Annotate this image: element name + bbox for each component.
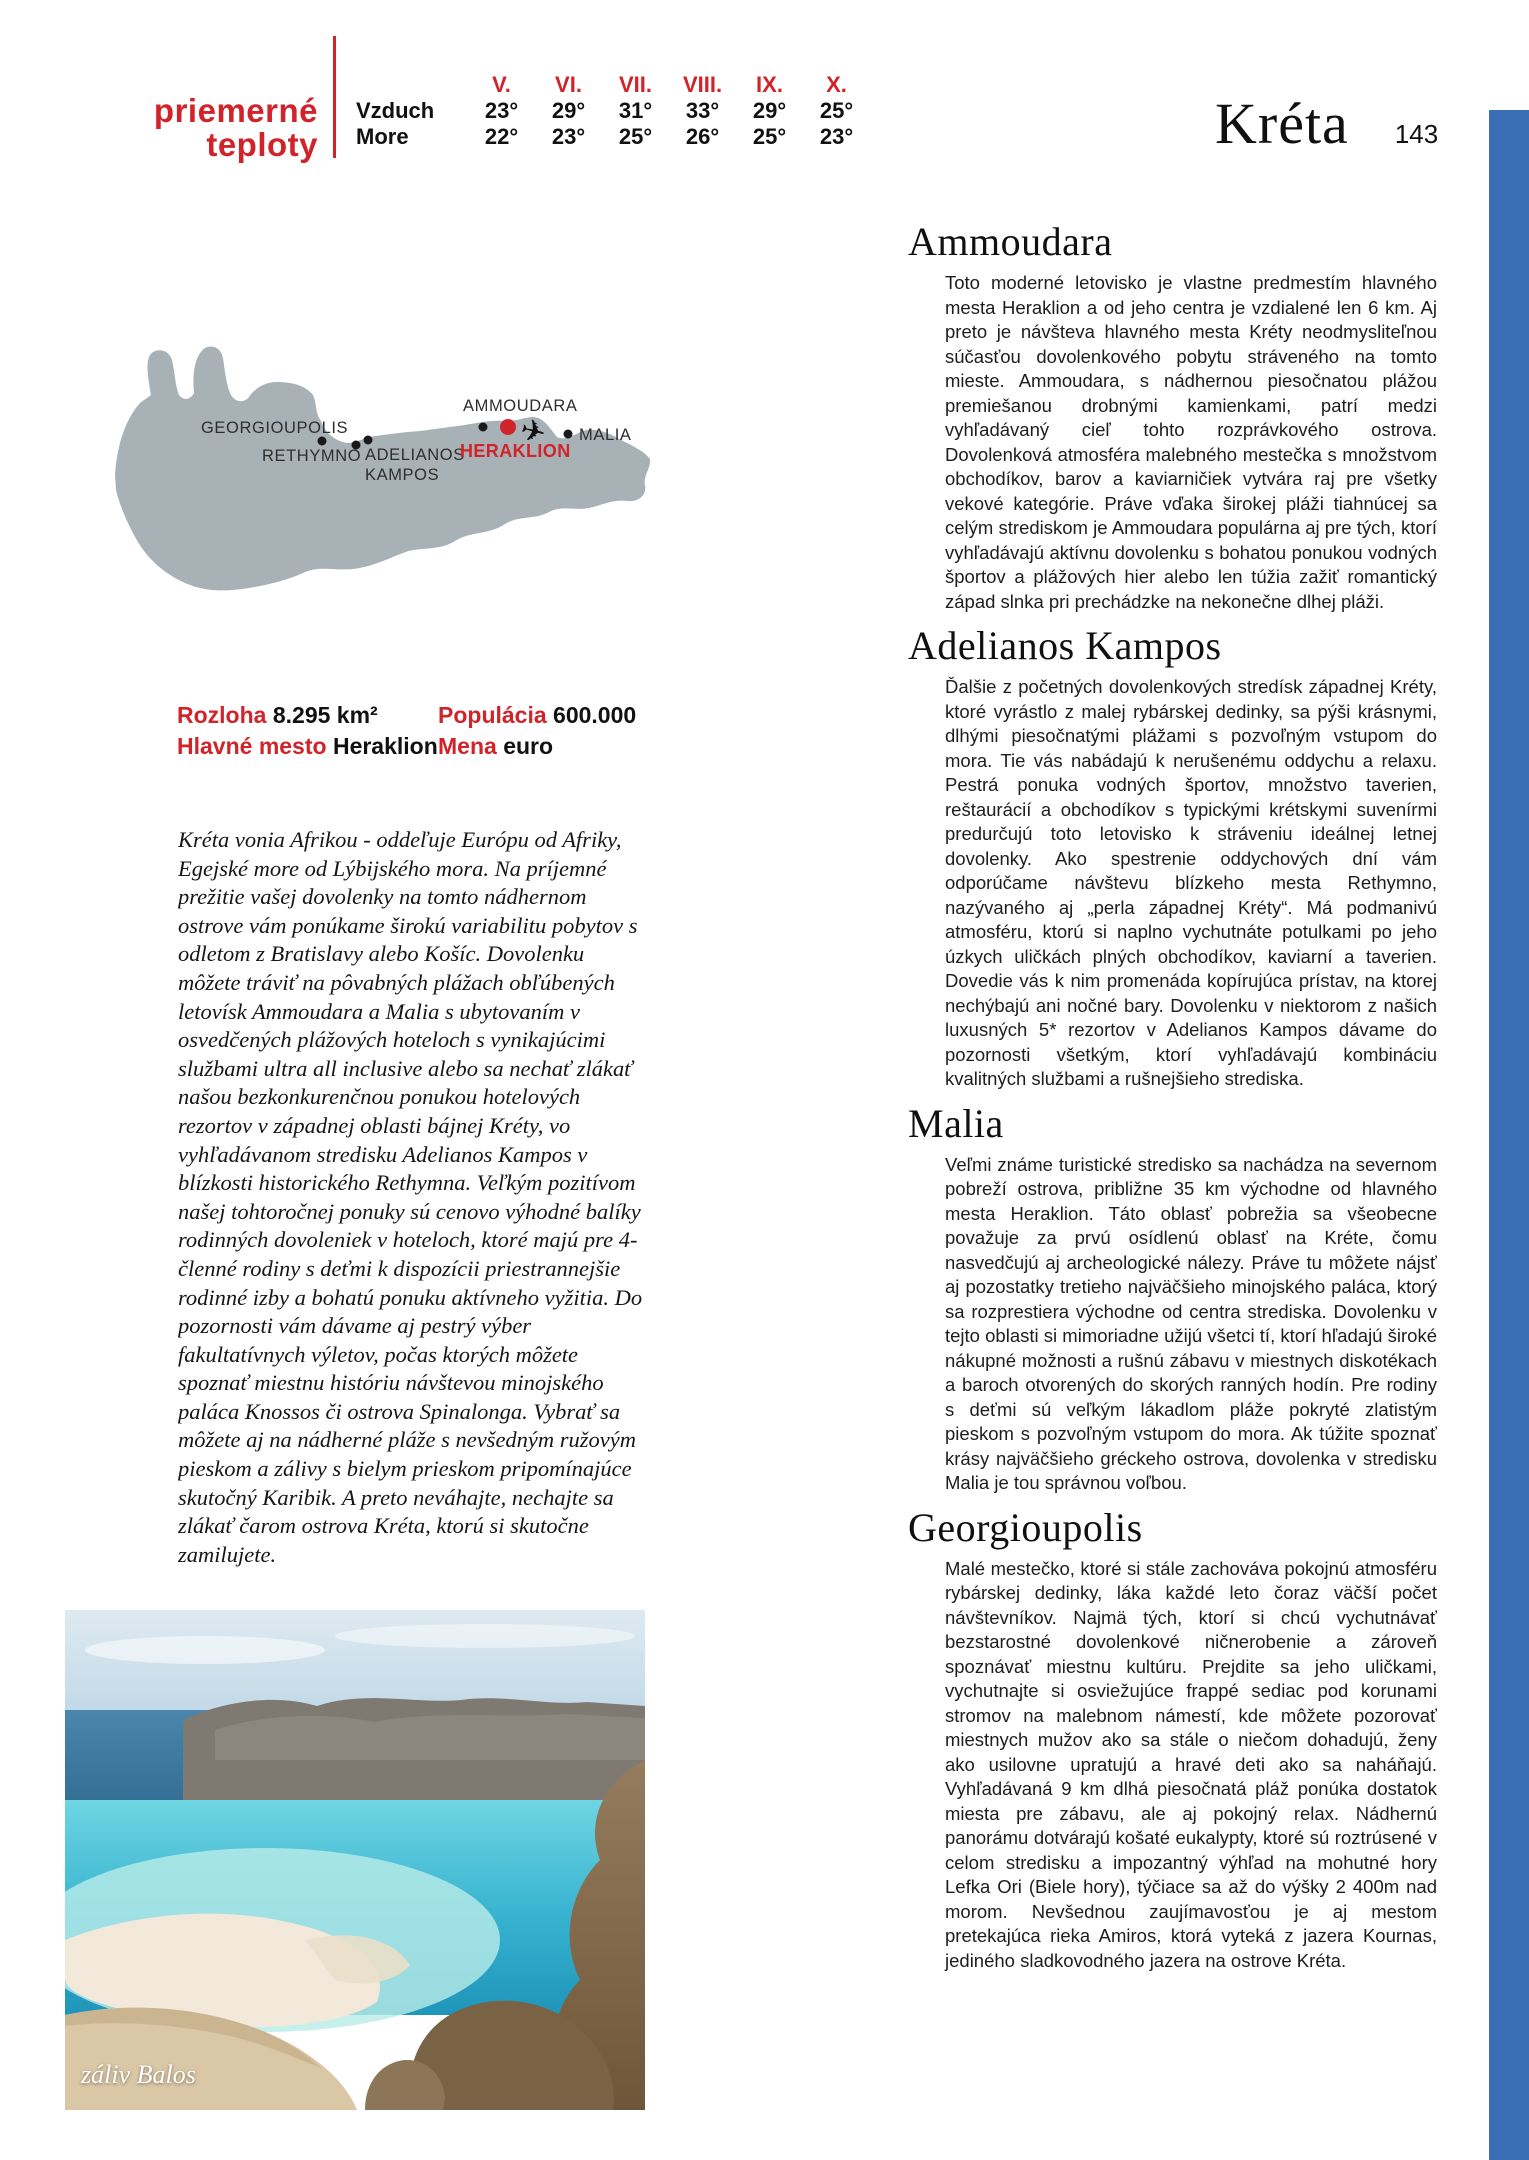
- fact-value: 8.295 km²: [272, 702, 378, 728]
- section-georgioupolis: [908, 1506, 1437, 1974]
- balos-bay-photo: [65, 1610, 645, 2110]
- crete-island-shape: [65, 245, 655, 625]
- sea-temperature-row: [356, 124, 870, 150]
- month-header-row: [356, 72, 870, 98]
- page-title: Kréta: [1215, 91, 1349, 156]
- adelianos-kampos-dot: [364, 436, 373, 445]
- section-adelianos-kampos: [908, 624, 1437, 1092]
- month-header: VIII.: [682, 72, 723, 97]
- fact-area: [177, 700, 438, 731]
- section-body: Veľmi známe turistické stredisko sa nachádza na severnom pobreží ostrova, približne 35 km východne od hlavného mesta Heraklion. Táto oblasť pobrežia sa všeobecne považuje za prvú osídlenú oblasť na Kréte, čomu nasvedčujú aj archeologické nálezy. Práve tu môžete nájsť aj pozostatky tretieho najväčšieho minojského paláca, ktorý sa rozprestiera východne od centra strediska. Dovolenku v tejto oblasti si mimoriadne užijú všetci tí, ktorí hľadajú široké nákupné možnosti a rušnú zábavu v miestnych diskotékach a baroch otvorených do skorých ranných hodín. Pre rodiny s deťmi sú veľkým lákadlom pláže pokryté zlatistým pieskom s pozvoľným vstupom do mora. Ak túžite spoznať krásy najväčšieho gréckeho ostrova, dovolenka v stredisku Malia je tou správnou voľbou.: [945, 1153, 1437, 1493]
- section-title: Ammoudara: [908, 219, 1113, 264]
- month-header: X.: [826, 72, 847, 97]
- air-temp-value: 29°: [551, 98, 586, 123]
- map-label-ammoudara: AMMOUDARA: [463, 397, 578, 415]
- month-header: VII.: [618, 72, 652, 97]
- month-header: IX.: [756, 72, 783, 97]
- red-divider-line: [333, 36, 336, 158]
- page-header: [1215, 91, 1439, 156]
- intro-paragraph: Kréta vonia Afrikou - oddeľuje Európu od Afriky, Egejské more od Lýbijského mora. Na príjemné prežitie vašej dovolenky na tomto nádhernom ostrove vám ponúkame širokú variabilitu pobytov s odletom z Bratislavy alebo Košíc. Dovolenku môžete tráviť na pôvabných plážach obľúbených letovísk Ammoudara a Malia s ubytovaním v osvedčených plážových hoteloch s vynikajúcimi službami ultra all inclusive alebo sa nechať zlákať našou bezkonkurenčnou ponukou hotelových rezortov v západnej oblasti bájnej Kréty, vo vyhľadávanom stredisku Adelianos Kampos v blízkosti historického Rethymna. Veľkým pozitívom našej tohtoročnej ponuky sú cenovo výhodné balíky rodinných dovoleniek v hoteloch, ktoré majú pre 4-členné rodiny s deťmi k dispozícii priestrannejšie rodinné izby a bohatú ponuku aktívneho vyžitia. Do pozornosti vám dávame aj pestrý výber fakultatívnych výletov, počas ktorých môžete spoznať miestnu históriu návštevou minojského paláca Knossos či ostrova Spinalonga. Vybrať sa môžete aj na nádherné pláže s nevšedným ružovým pieskom a zálivy s bielym prieskom pripomínajúce skutočný Karibik. A preto neváhajte, nechajte sa zlákať čarom ostrova Kréta, ktorú si skutočne zamilujete.: [178, 827, 643, 1567]
- sea-temp-value: 23°: [551, 124, 586, 149]
- sea-temp-value: 22°: [484, 124, 519, 149]
- sea-temp-value: 25°: [618, 124, 653, 149]
- sea-temp-value: 25°: [752, 124, 787, 149]
- balos-bay-illustration: [65, 1610, 645, 2110]
- row-label: More: [356, 124, 409, 149]
- map-label-adelianos-kampos: ADELIANOS KAMPOS: [365, 446, 465, 484]
- sea-temp-value: 26°: [685, 124, 720, 149]
- fact-label: Populácia: [438, 702, 547, 728]
- page-number: 143: [1394, 119, 1439, 149]
- section-ammoudara: [908, 220, 1437, 614]
- air-temp-value: 23°: [484, 98, 519, 123]
- malia-dot: [564, 430, 573, 439]
- section-title: Georgioupolis: [908, 1504, 1143, 1550]
- air-temp-value: 31°: [618, 98, 653, 123]
- section-body: Malé mestečko, ktoré si stále zachováva pokojnú atmosféru rybárskej dedinky, láka každé leto čoraz väčší počet návštevníkov. Najmä tých, ktorí si chcú vychutnávať bezstarostné dovolenkové ničnerobenie a zároveň spoznávať miestnu kultúru. Prejdite sa jeho uličkami, vychutnajte si osviežujúce frappé sediac pod korunami stromov na malebnom námestí, kde môžete pozorovať miestnych mužov ako sa stále o niečom dohadujú, ženy ako usilovne upratujú a hravé deti ako sa naháňajú. Vyhľadávaná 9 km dlhá piesočnatá pláž ponúka dostatok miesta pre zábavu, ale aj pokojný relax. Nádhernú panorámu dotvárajú košaté eukalypty, ktoré sú roztrúsené v celom stredisku a impozantný výhľad na mohutné hory Lefka Ori (Biele hory), týčiace sa až do výšky 2 400m nad morom. Nevšednou zaujímavosťou je aj mestom pretekajúca rieka Amiros, ktorá vyteká z jazera Kournas, jediného sladkovodného jazera na ostrove Kréta.: [945, 1557, 1437, 1971]
- fact-population: [438, 700, 636, 731]
- fact-label: Rozloha: [177, 702, 267, 728]
- map-label-heraklion: HERAKLION: [460, 441, 571, 461]
- heraklion-dot: [500, 419, 516, 435]
- average-temperatures-label: [100, 94, 318, 162]
- country-facts: [177, 700, 636, 762]
- temps-label-line1: priemerné: [153, 92, 318, 129]
- month-header: V.: [492, 72, 511, 97]
- temperature-table: [356, 72, 870, 150]
- section-body: Ďalšie z početných dovolenkových stredísk západnej Kréty, ktoré vyrástlo z malej rybárskej dedinky, sa pýši krásnymi, dlhými piesočnatými plážami s pozvoľným vstupom do mora. Tie vás nabádajú k nerušenému oddychu a relaxu. Pestrá ponuka vodných športov, množstvo taverien, reštaurácií a obchodíkov s typickými krétskymi suvenírmi predurčujú toto letovisko k stráveniu ideálnej letnej dovolenky. Ako spestrenie oddychových dní vám odporúčame návštevu blízkeho mesta Rethymno, nazývaného aj „perla západnej Kréty“. Má podmanivú atmosféru, ktorú si naplno vychutnáte potulkami po jeho úzkych uličkách plných obchodíkov, kaviarní a taverien. Dovedie vás k nim promenáda kopírujúca prístav, na ktorej nechýbajú ani nočné bary. Dovolenku v niektorom z našich luxusných 5* rezortov v Adelianos Kampos dávame do pozornosti všetkým, ktorí vyhľadávajú kombináciu kvalitných službami a rušnejšieho strediska.: [945, 676, 1437, 1089]
- section-body: Toto moderné letovisko je vlastne predmestím hlavného mesta Heraklion a od jeho centra je vzdialené len 6 km. Aj preto je návšteva hlavného mesta Kréty neodmysliteľnou súčasťou dovolenkového pobytu stráveného na tomto mieste. Ammoudara, s nádhernou piesočnatou plážou premiešanou drobnými kamienkami, patrí medzi vyhľadávaný cieľ tohto rozprávkového ostrova. Dovolenková atmosféra malebného mestečka s množstvom obchodíkov, barov a kaviarničiek vytvára raj pre všetky vekové kategórie. Práve vďaka širokej pláži tiahnúcej sa celým strediskom je Ammoudara populárna aj pre tých, ktorí vyhľadávajú aktívnu dovolenku s bohatou ponukou vodných športov a plážových hier alebo len túžia zažiť romantický západ slnka pri prechádzke na nekonečne dlhej pláži.: [945, 272, 1437, 612]
- section-title: Malia: [908, 1100, 1004, 1146]
- fact-currency: [438, 731, 636, 762]
- map-label-georgioupolis: GEORGIOUPOLIS: [201, 419, 349, 437]
- air-temp-value: 29°: [752, 98, 787, 123]
- row-label: Vzduch: [356, 98, 435, 123]
- facts-column-right: [438, 700, 636, 762]
- fact-value: euro: [503, 733, 554, 759]
- fact-label: Mena: [438, 733, 497, 759]
- sea-temp-value: 23°: [819, 124, 854, 149]
- air-temp-value: 25°: [819, 98, 854, 123]
- section-malia: [908, 1102, 1437, 1496]
- fact-value: 600.000: [553, 702, 637, 728]
- photo-caption: záliv Balos: [81, 2060, 196, 2089]
- facts-column-left: [177, 700, 438, 762]
- air-temperature-row: [356, 98, 870, 124]
- section-title: Adelianos Kampos: [908, 623, 1222, 668]
- crete-map: [65, 245, 655, 625]
- map-label-malia: MALIA: [579, 426, 632, 444]
- fact-capital: [177, 731, 438, 762]
- temps-label-line2: teploty: [206, 126, 318, 163]
- resort-articles: [908, 212, 1437, 2156]
- empty-cell: [356, 72, 468, 98]
- fact-label: Hlavné mesto: [177, 733, 327, 759]
- fact-value: Heraklion: [332, 733, 438, 759]
- air-temp-value: 33°: [685, 98, 720, 123]
- map-label-rethymno: RETHYMNO: [262, 447, 362, 465]
- airplane-icon: ✈: [516, 412, 550, 453]
- month-header: VI.: [555, 72, 582, 97]
- blue-edge-bar: [1489, 110, 1529, 2160]
- ammoudara-dot: [479, 423, 488, 432]
